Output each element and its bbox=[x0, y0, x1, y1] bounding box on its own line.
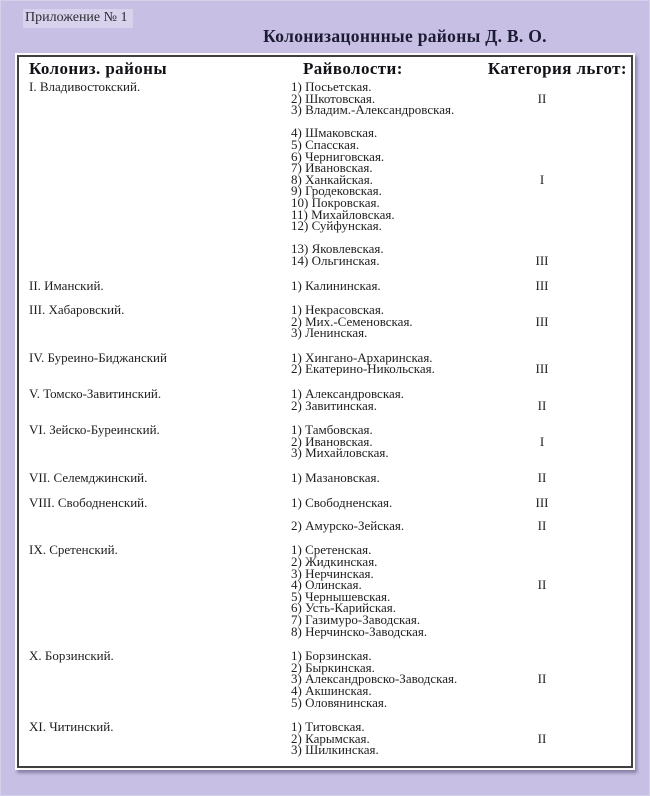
category-value: III bbox=[535, 494, 549, 510]
volost-groups bbox=[291, 81, 627, 267]
volost-item: 2) Мих.-Семеновская. bbox=[291, 313, 413, 329]
volost-item: 3) Шилкинская. bbox=[291, 742, 379, 758]
volost-item: 2) Завитинская. bbox=[291, 397, 377, 413]
volost-item: 12) Суйфунская. bbox=[291, 218, 382, 234]
volost-group bbox=[291, 277, 627, 293]
district-section bbox=[29, 304, 627, 339]
volost-item: 1) Калининская. bbox=[291, 277, 381, 293]
category-value: I bbox=[539, 433, 545, 449]
volost-item: 8) Нерчинско-Заводская. bbox=[291, 623, 428, 639]
district-name: XI. Читинский. bbox=[29, 719, 114, 735]
district-section bbox=[29, 494, 627, 533]
page-title: Колонизацоннные районы Д. В. О. bbox=[263, 26, 547, 46]
district-section bbox=[29, 472, 627, 484]
column-header-category: Категория льгот: bbox=[487, 59, 627, 78]
column-header-districts: Колониз. районы bbox=[29, 59, 168, 78]
volost-item: 3) Владим.-Александровская. bbox=[291, 102, 455, 118]
volost-group bbox=[291, 81, 627, 116]
district-name: IX. Сретенский. bbox=[29, 542, 118, 558]
volost-item: 2) Быркинская. bbox=[291, 659, 375, 675]
volost-item: 1) Посьетская. bbox=[291, 79, 372, 94]
category-value: II bbox=[537, 577, 547, 593]
volost-item: 1) Тамбовская. bbox=[291, 422, 373, 438]
volost-item: 11) Михайловская. bbox=[291, 206, 395, 222]
district-section bbox=[29, 721, 627, 756]
volost-item: 8) Ханкайская. bbox=[291, 171, 373, 187]
appendix-label: Приложение № 1 bbox=[23, 9, 133, 28]
district-name: VII. Селемджинский. bbox=[29, 470, 148, 486]
volost-item: 1) Мазановская. bbox=[291, 470, 380, 486]
volost-item: 3) Александровско-Заводская. bbox=[291, 671, 458, 687]
volost-groups bbox=[291, 304, 627, 339]
volost-group bbox=[291, 650, 627, 708]
volost-item: 1) Сретенская. bbox=[291, 542, 372, 558]
category-value: II bbox=[537, 730, 547, 746]
volost-item: 1) Борзинская. bbox=[291, 648, 372, 664]
district-name: V. Томско-Завитинский. bbox=[29, 386, 162, 402]
volost-item: 1) Свободненская. bbox=[291, 494, 393, 510]
volost-item: 2) Ивановская. bbox=[291, 433, 373, 449]
category-value: II bbox=[537, 397, 547, 413]
volost-item: 13) Яковлевская. bbox=[291, 241, 384, 257]
category-value: II bbox=[537, 671, 547, 687]
volost-item: 1) Хингано-Архаринская. bbox=[291, 349, 433, 365]
volost-group bbox=[291, 304, 627, 339]
volost-item: 4) Олинская. bbox=[291, 577, 362, 593]
district-section bbox=[29, 650, 627, 708]
volost-groups bbox=[291, 544, 627, 637]
volost-item: 7) Ивановская. bbox=[291, 160, 373, 176]
districts-table bbox=[17, 55, 633, 768]
volost-group bbox=[291, 721, 627, 756]
district-section bbox=[29, 424, 627, 459]
volost-item: 2) Шкотовская. bbox=[291, 90, 376, 106]
district-section bbox=[29, 544, 627, 637]
volost-groups bbox=[291, 472, 627, 484]
volost-item: 2) Жидкинская. bbox=[291, 554, 378, 569]
volost-group bbox=[291, 243, 627, 266]
volost-item: 6) Черниговская. bbox=[291, 148, 385, 164]
volost-item: 4) Шмаковская. bbox=[291, 125, 378, 141]
category-value: III bbox=[535, 277, 549, 293]
volost-group bbox=[291, 349, 627, 377]
table-frame bbox=[15, 53, 635, 770]
volost-item: 10) Покровская. bbox=[291, 194, 380, 210]
category-value: III bbox=[535, 361, 549, 377]
district-section bbox=[29, 349, 627, 377]
volost-group bbox=[291, 517, 627, 533]
volost-groups bbox=[291, 349, 627, 377]
volost-group bbox=[291, 544, 627, 637]
volost-item: 3) Ленинская. bbox=[291, 325, 368, 341]
district-name: I. Владивостокский. bbox=[29, 79, 141, 94]
volost-item: 4) Акшинская. bbox=[291, 682, 372, 698]
table-body bbox=[29, 81, 627, 756]
volost-item: 2) Карымская. bbox=[291, 730, 370, 746]
volost-groups bbox=[291, 277, 627, 293]
volost-item: 9) Гродековская. bbox=[291, 183, 382, 199]
volost-item: 1) Александровская. bbox=[291, 386, 404, 402]
volost-group bbox=[291, 388, 627, 411]
category-value: II bbox=[537, 517, 547, 533]
volost-item: 2) Амурско-Зейская. bbox=[291, 517, 405, 533]
volost-groups bbox=[291, 388, 627, 411]
volost-item: 1) Некрасовская. bbox=[291, 302, 385, 318]
district-section bbox=[29, 277, 627, 293]
district-name: IV. Буреино-Биджанский bbox=[29, 349, 167, 365]
district-section bbox=[29, 388, 627, 411]
category-value: II bbox=[537, 470, 547, 486]
district-name: X. Борзинский. bbox=[29, 648, 114, 664]
category-value: II bbox=[537, 90, 547, 106]
volost-groups bbox=[291, 650, 627, 708]
district-section bbox=[29, 81, 627, 267]
volost-item: 3) Михайловская. bbox=[291, 445, 389, 461]
volost-groups bbox=[291, 721, 627, 756]
volost-item: 7) Газимуро-Заводская. bbox=[291, 611, 421, 627]
category-value: III bbox=[535, 313, 549, 329]
category-value: I bbox=[539, 171, 545, 187]
district-name: VI. Зейско-Буреинский. bbox=[29, 422, 160, 438]
volost-item: 14) Ольгинская. bbox=[291, 252, 380, 268]
volost-group bbox=[291, 494, 627, 510]
volost-item: 5) Чернышевская. bbox=[291, 588, 391, 604]
column-header-volosts: Райволости: bbox=[303, 59, 403, 78]
volost-item: 2) Екатерино-Никольская. bbox=[291, 361, 435, 377]
volost-group bbox=[291, 125, 627, 234]
district-name: VIII. Свободненский. bbox=[29, 494, 148, 510]
volost-group bbox=[291, 424, 627, 459]
table-header-row bbox=[29, 60, 627, 78]
volost-item: 5) Спасская. bbox=[291, 136, 360, 152]
volost-item: 6) Усть-Карийская. bbox=[291, 600, 397, 616]
volost-item: 1) Титовская. bbox=[291, 719, 365, 735]
volost-groups bbox=[291, 494, 627, 533]
volost-groups bbox=[291, 424, 627, 459]
volost-group bbox=[291, 472, 627, 484]
category-value: III bbox=[535, 252, 549, 268]
district-name: II. Иманский. bbox=[29, 277, 104, 293]
volost-item: 5) Оловянинская. bbox=[291, 694, 388, 710]
district-name: III. Хабаровский. bbox=[29, 302, 125, 318]
volost-item: 3) Нерчинская. bbox=[291, 565, 374, 581]
